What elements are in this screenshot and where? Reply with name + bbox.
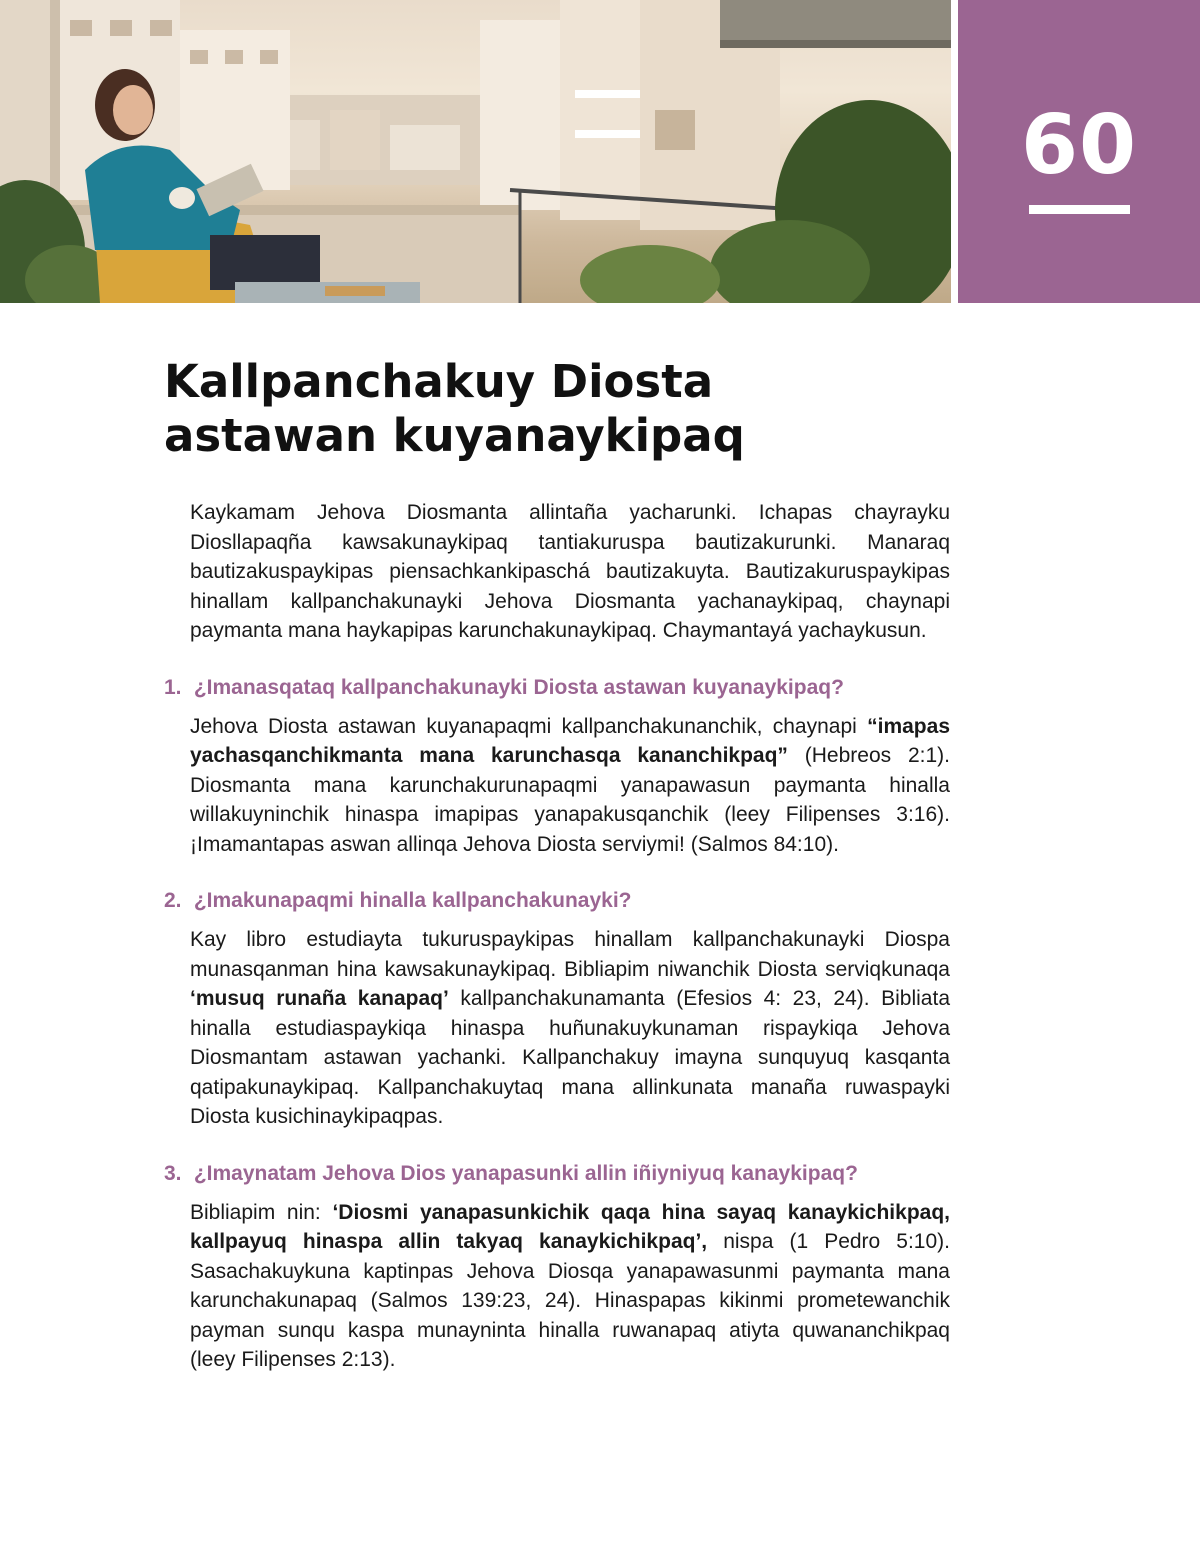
question-2-text: ¿Imakunapaqmi hinalla kallpanchakunayki? [193, 889, 632, 912]
balcony-scene-illustration [0, 0, 951, 303]
title-line-1: Kallpanchakuy Diosta [164, 355, 714, 408]
answer-3-bold-1: ‘Diosmi yanapasunkichik qaqa hina sayaq kanaykichikpaq, kallpayuq hinaspa allin takyaq kanaykichikpaq’, [190, 1200, 950, 1253]
question-2-heading [164, 887, 950, 915]
answer-1-part-2: (Hebreos 2:1). Diosmanta mana karunchakurunapaqmi yanapawasun paymanta hinalla willakuyninchik hinaspa imapipas yanapakusqanchik (leey Filipenses 3:16). ¡Imamantapas aswan allinqa Jehova Diosta serviymi! (Salmos 84:10). [190, 744, 950, 856]
answer-1-bold-1: “imapas yachasqanchikmanta mana karunchasqa kananchikpaq” [190, 714, 950, 767]
lesson-content [164, 498, 950, 1375]
answer-3-paragraph [190, 1198, 950, 1375]
answer-2-bold-1: ‘musuq runaña kanapaq’ [190, 987, 449, 1010]
answer-1-paragraph [190, 712, 950, 860]
question-3-text: ¿Imaynatam Jehova Dios yanapasunki allin iñiyniyuq kanaykipaq? [193, 1161, 858, 1185]
answer-2-part-1: Kay libro estudiayta tukuruspaykipas hinallam kallpanchakunayki Diospa munasqanman hina kawsakunaykipaq. Bibliapim niwanchik Diosta serviqkunaqa [190, 928, 950, 981]
title-line-2: astawan kuyanaykipaq [164, 409, 745, 462]
answer-3-part-1: Bibliapim nin: [190, 1200, 333, 1224]
question-1-text: ¿Imanasqataq kallpanchakunayki Diosta astawan kuyanaykipaq? [193, 675, 844, 699]
question-3-heading [164, 1160, 950, 1188]
question-1-heading [164, 674, 950, 702]
chapter-number: 60 [1020, 98, 1138, 193]
question-2-number: 2. [164, 889, 182, 912]
question-1-number: 1. [164, 675, 182, 699]
answer-2-paragraph [190, 925, 950, 1132]
answer-1-part-1: Jehova Diosta astawan kuyanapaqmi kallpanchakunanchik, chaynapi [190, 714, 868, 738]
answer-3-part-2: nispa (1 Pedro 5:10). Sasachakuykuna kaptinpas Jehova Diosqa yanapawasunmi paymanta mana karunchakunapaq (Salmos 139:23, 24). Hinaspapas kikinmi prometewanchik payman sunqu kaspa munayninta hinalla ruwanapaq atiyta quwananchikpaq (leey Filipenses 2:13). [190, 1230, 950, 1371]
lesson-title [164, 355, 924, 463]
answer-2-part-2: kallpanchakunamanta (Efesios 4: 23, 24). Bibliata hinalla estudiaspaykiqa hinaspa huñunakuykunaman rispaykiqa Jehova Diosmantam astawan yachanki. Kallpanchakuy imayna sunquyuq kasqanta qatipakunaykipaq. Kallpanchakuytaq mana allinkunata manaña ruwaspayki Diosta kusichinaykipaqpas. [190, 987, 950, 1128]
chapter-underline [1029, 205, 1130, 214]
chapter-number-panel [958, 0, 1200, 303]
question-3-number: 3. [164, 1161, 182, 1185]
intro-paragraph: Kaykamam Jehova Diosmanta allintaña yacharunki. Ichapas chayrayku Diosllapaqña kawsakunaykipaq tantiakuruspa bautizakurunki. Manaraq bautizakuspaykipas piensachkankipaschá bautizakuyta. Bautizakuruspaykipas hinallam kallpanchakunayki Jehova Diosmanta yachanaykipaq, chaynapi paymanta mana haykapipas karunchakunaykipaq. Chaymantayá yachaykusun. [190, 501, 950, 642]
hero-photo [0, 0, 951, 303]
